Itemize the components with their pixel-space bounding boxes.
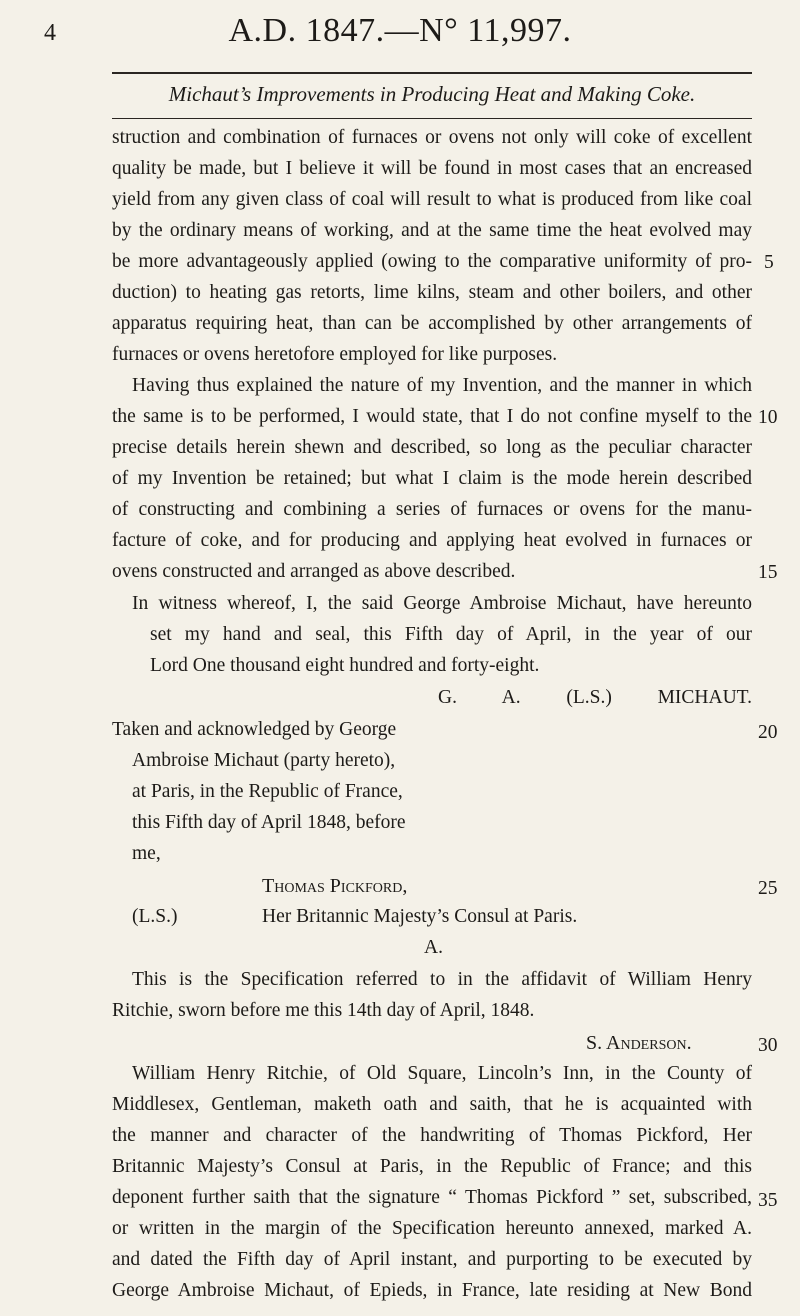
text-line: precise details herein shewn and described, so long as the peculiar character <box>112 437 752 458</box>
margin-line-number: 10 <box>758 407 778 428</box>
text-line: by the ordinary means of working, and at the same time the heat evolved may <box>112 220 752 241</box>
text-line: set my hand and seal, this Fifth day of April, in the year of our <box>150 624 752 645</box>
text-line: of constructing and combining a series of furnaces or ovens for the manu- <box>112 499 752 520</box>
text-line: and dated the Fifth day of April instant, and purporting to be executed by <box>112 1249 752 1270</box>
text-line: Taken and acknowledged by George <box>112 719 397 740</box>
margin-line-number: 20 <box>758 722 778 743</box>
seal-mark: (L.S.) <box>132 906 178 927</box>
signature-line: G. A. (L.S.) MICHAUT. <box>438 687 752 708</box>
text-line: facture of coke, and for producing and applying heat evolved in furnaces or <box>112 530 752 551</box>
margin-line-number: 15 <box>758 562 778 583</box>
text-line: me, <box>132 843 161 864</box>
margin-line-number: 5 <box>764 252 774 273</box>
text-line: Middlesex, Gentleman, maketh oath and saith, that he is acquainted with <box>112 1094 752 1115</box>
page-title: A.D. 1847.—N° 11,997. <box>228 12 572 49</box>
margin-line-number: 30 <box>758 1035 778 1056</box>
text-line: Having thus explained the nature of my Invention, and the manner in which <box>132 375 752 396</box>
header-rule-top <box>112 72 752 74</box>
text-line: apparatus requiring heat, than can be accomplished by other arrangements of <box>112 313 752 334</box>
text-line: yield from any given class of coal will result to what is produced from like coal <box>112 189 752 210</box>
text-line: or written in the margin of the Specification hereunto annexed, marked A. <box>112 1218 752 1239</box>
signatory-name: S. Anderson. <box>586 1032 692 1054</box>
text-line: Britannic Majesty’s Consul at Paris, in the Republic of France; and this <box>112 1156 752 1177</box>
page-number: 4 <box>44 20 56 46</box>
text-line: deponent further saith that the signature “ Thomas Pickford ” set, subscribed, <box>112 1187 752 1208</box>
text-line: Ambroise Michaut (party hereto), <box>132 750 396 771</box>
text-line: quality be made, but I believe it will be found in most cases that an encreased <box>112 158 752 179</box>
text-line: Lord One thousand eight hundred and forty-eight. <box>150 655 540 676</box>
text-line: this Fifth day of April 1848, before <box>132 812 406 833</box>
running-header <box>0 8 800 58</box>
margin-mark: A. <box>424 937 443 958</box>
text-line: be more advantageously applied (owing to the comparative uniformity of pro- <box>112 251 752 272</box>
text-line: furnaces or ovens heretofore employed for like purposes. <box>112 344 558 365</box>
consul-name: Thomas Pickford, <box>262 875 408 897</box>
page-subtitle: Michaut’s Improvements in Producing Heat and Making Coke. <box>168 82 696 106</box>
text-line: This is the Specification referred to in the affidavit of William Henry <box>132 969 752 990</box>
text-line: struction and combination of furnaces or ovens not only will coke of excellent <box>112 127 752 148</box>
text-line: duction) to heating gas retorts, lime kilns, steam and other boilers, and other <box>112 282 752 303</box>
text-line: of my Invention be retained; but what I claim is the mode herein described <box>112 468 752 489</box>
text-line: William Henry Ritchie, of Old Square, Lincoln’s Inn, in the County of <box>132 1063 752 1084</box>
text-line: the manner and character of the handwriting of Thomas Pickford, Her <box>112 1125 752 1146</box>
text-line: ovens constructed and arranged as above described. <box>112 561 516 582</box>
header-rule-bottom <box>112 118 752 119</box>
text-line: Ritchie, sworn before me this 14th day of April, 1848. <box>112 1000 535 1021</box>
margin-line-number: 25 <box>758 878 778 899</box>
consul-title: Her Britannic Majesty’s Consul at Paris. <box>262 906 578 927</box>
text-line: In witness whereof, I, the said George Ambroise Michaut, have hereunto <box>132 593 752 614</box>
text-line: the same is to be performed, I would state, that I do not confine myself to the <box>112 406 752 427</box>
text-line: at Paris, in the Republic of France, <box>132 781 403 802</box>
text-line: George Ambroise Michaut, of Epieds, in France, late residing at New Bond <box>112 1280 752 1301</box>
margin-line-number: 35 <box>758 1190 778 1211</box>
